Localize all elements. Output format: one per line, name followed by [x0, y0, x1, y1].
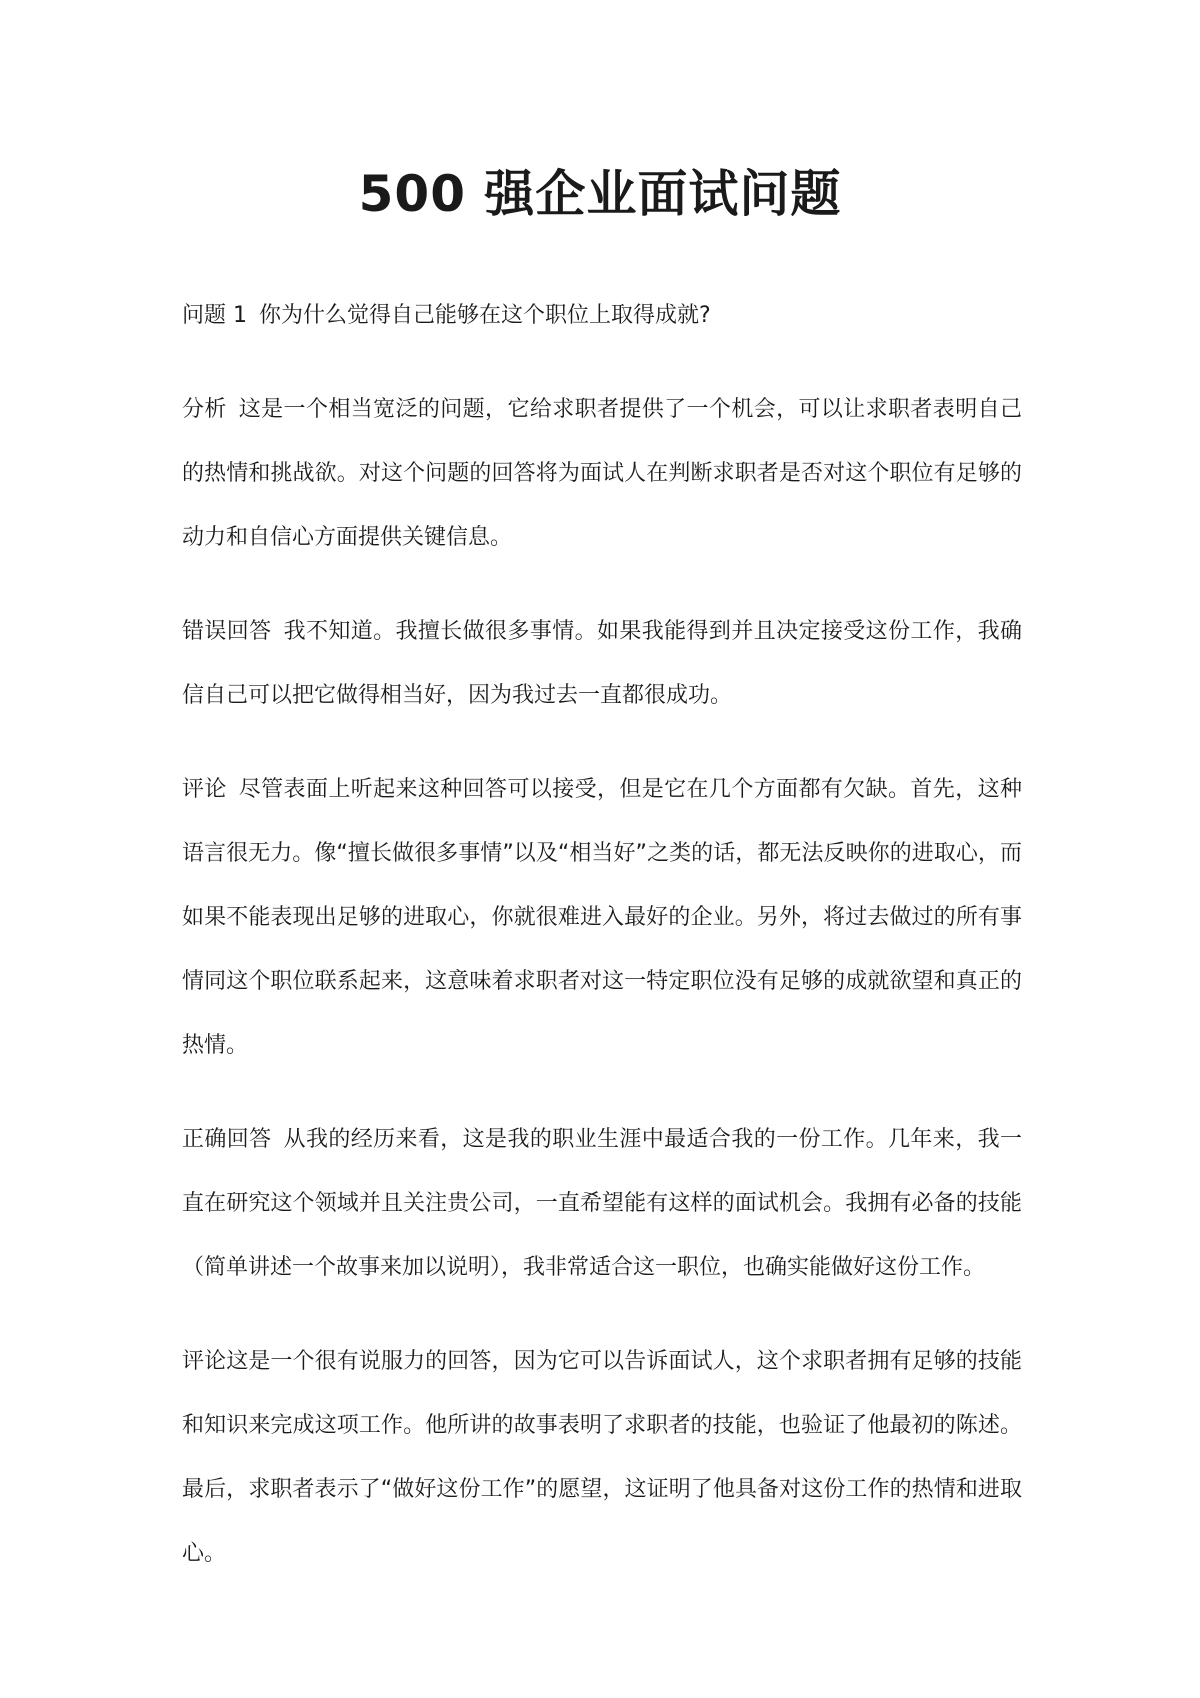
document-title: 500 强企业面试问题: [358, 165, 842, 223]
comment-1-label: 评论: [182, 777, 227, 802]
comment-2-paragraph: 评论这是一个很有说服力的回答，因为它可以告诉面试人，这个求职者拥有足够的技能和知识来完成这项工作。他所讲的故事表明了求职者的技能，也验证了他最初的陈述。最后，求职者表示了“做好这份工作”的愿望，这证明了他具备对这份工作的热情和进取心。: [182, 1349, 1022, 1566]
correct-answer-text: 从我的经历来看，这是我的职业生涯中最适合我的一份工作。几年来，我一直在研究这个领域并且关注贵公司，一直希望能有这样的面试机会。我拥有必备的技能（简单讲述一个故事来加以说明），我非常适合这一职位，也确实能做好这份工作。: [182, 1127, 1022, 1280]
wrong-answer-paragraph: [182, 600, 1022, 728]
analysis-label: 分析: [182, 397, 227, 422]
comment-1-paragraph: [182, 758, 1022, 1078]
wrong-answer-label: 错误回答: [182, 619, 272, 644]
document-body: [182, 284, 1022, 1586]
correct-answer-label: 正确回答: [182, 1127, 272, 1152]
question-paragraph: [182, 284, 1022, 348]
wrong-answer-text: 我不知道。我擅长做很多事情。如果我能得到并且决定接受这份工作，我确信自己可以把它做得相当好，因为我过去一直都很成功。: [182, 619, 1022, 708]
comment-1-text: 尽管表面上听起来这种回答可以接受，但是它在几个方面都有欠缺。首先，这种语言很无力。像“擅长做很多事情”以及“相当好”之类的话，都无法反映你的进取心，而如果不能表现出足够的进取心，你就很难进入最好的企业。另外，将过去做过的所有事情同这个职位联系起来，这意味着求职者对这一特定职位没有足够的成就欲望和真正的热情。: [182, 777, 1022, 1058]
correct-answer-paragraph: [182, 1108, 1022, 1300]
question-text: 你为什么觉得自己能够在这个职位上取得成就?: [259, 303, 711, 328]
question-label: 问题 1: [182, 303, 247, 328]
analysis-text: 这是一个相当宽泛的问题，它给求职者提供了一个机会，可以让求职者表明自己的热情和挑战欲。对这个问题的回答将为面试人在判断求职者是否对这个职位有足够的动力和自信心方面提供关键信息。: [182, 397, 1022, 550]
analysis-paragraph: [182, 378, 1022, 570]
